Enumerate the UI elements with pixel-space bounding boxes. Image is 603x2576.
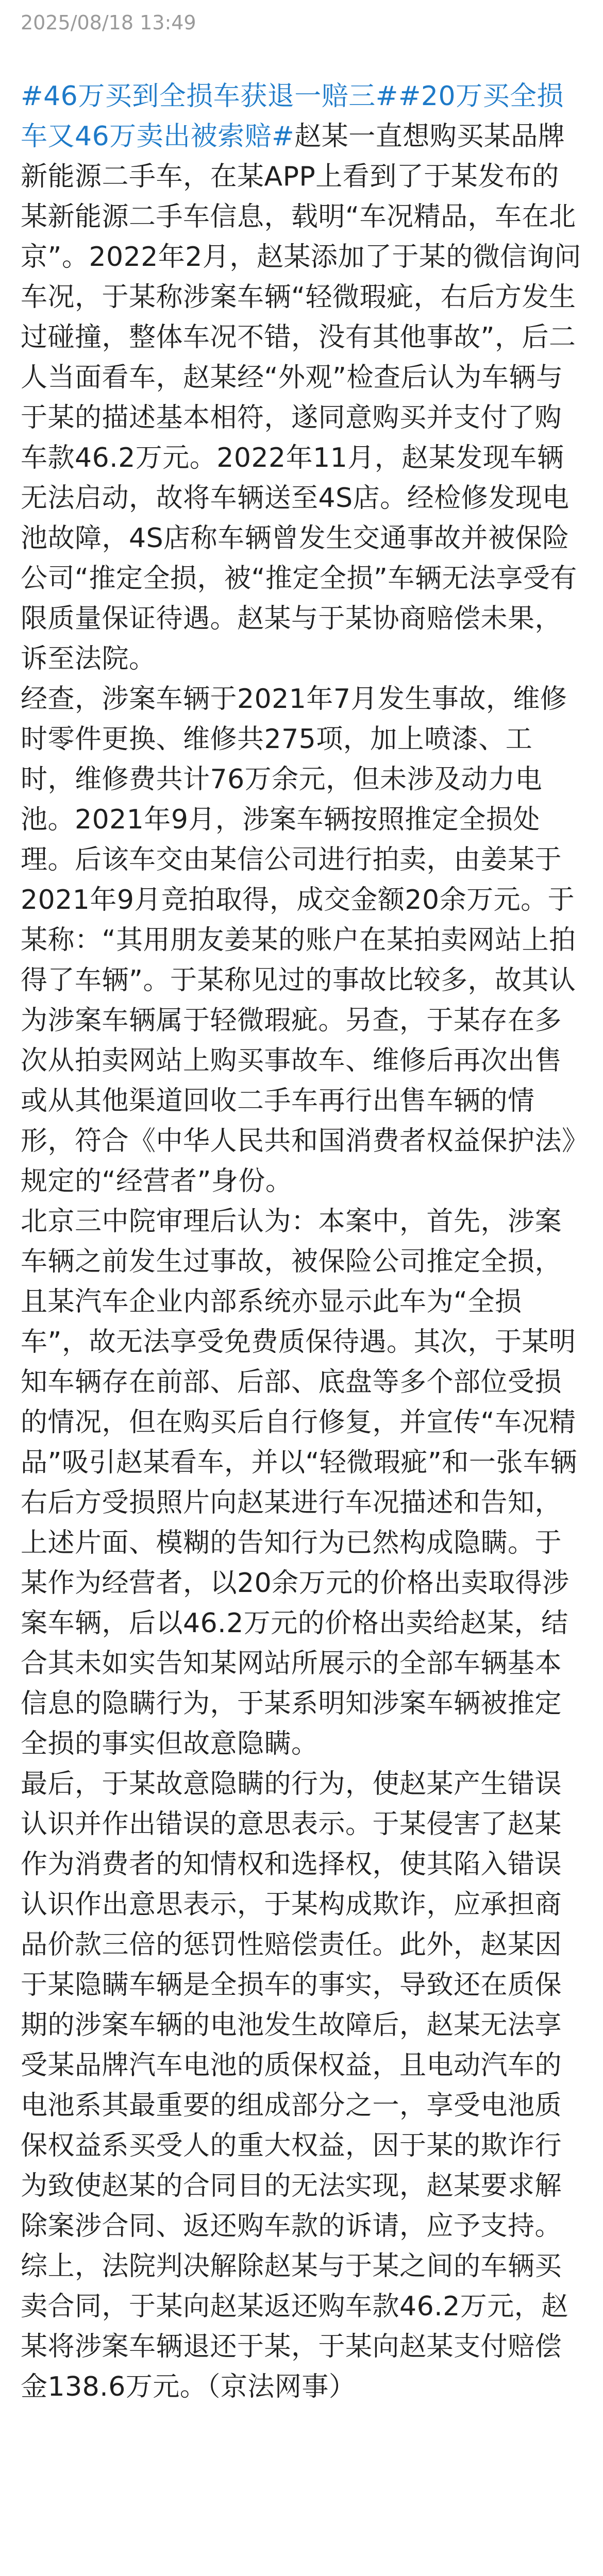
post-paragraph-3: 北京三中院审理后认为：本案中，首先，涉案车辆之前发生过事故，被保险公司推定全损，且某汽车企业内部系统亦显示此车为“全损车”，故无法享受免费质保待遇。其次，于某明知车辆存在前部、后部、底盘等多个部位受损的情况，但在购买后自行修复，并宣传“车况精品”吸引赵某看车，并以“轻微瑕疵”和一张车辆右后方受损照片向赵某进行车况描述和告知，上述片面、模糊的告知行为已然构成隐瞒。于某作为经营者，以20余万元的价格出卖取得涉案车辆，后以46.2万元的价格出卖给赵某，结合其未如实告知某网站所展示的全部车辆基本信息的隐瞒行为，于某系明知涉案车辆被推定全损的事实但故意隐瞒。 [21, 1206, 577, 1759]
post-timestamp: 2025/08/18 13:49 [21, 11, 196, 34]
post-paragraph-1 [21, 76, 582, 679]
post-paragraph-4: 最后，于某故意隐瞒的行为，使赵某产生错误认识并作出错误的意思表示。于某侵害了赵某作为消费者的知情权和选择权，使其陷入错误认识作出意思表示，于某构成欺诈，应承担商品价款三倍的惩罚性赔偿责任。此外，赵某因于某隐瞒车辆是全损车的事实，导致还在质保期的涉案车辆的电池发生故障后，赵某无法享受某品牌汽车电池的质保权益，且电动汽车的电池系其最重要的组成部分之一，享受电池质保权益系买受人的重大权益，因于某的欺诈行为致使赵某的合同目的无法实现，赵某要求解除案涉合同、返还购车款的诉请，应予支持。 [21, 1769, 562, 2242]
hashtag-link-2[interactable]: #20万买全损车又46万卖出被索赔# [21, 81, 564, 152]
post-paragraph-5: 综上，法院判决解除赵某与于某之间的车辆买卖合同，于某向赵某返还购车款46.2万元，赵某将涉案车辆退还于某，于某向赵某支付赔偿金138.6万元。（京法网事） [21, 2251, 568, 2402]
post-paragraph-2: 经查，涉案车辆于2021年7月发生事故，维修时零件更换、维修共275项，加上喷漆、工时，维修费共计76万余元，但未涉及动力电池。2021年9月，涉案车辆按照推定全损处理。后该车交由某信公司进行拍卖，由姜某于2021年9月竞拍取得，成交金额20余万元。于某称：“其用朋友姜某的账户在某拍卖网站上拍得了车辆”。于某称见过的事故比较多，故其认为涉案车辆属于轻微瑕疵。另查，于某存在多次从拍卖网站上购买事故车、维修后再次出售或从其他渠道回收二手车再行出售车辆的情形，符合《中华人民共和国消费者权益保护法》规定的“经营者”身份。 [21, 684, 576, 1197]
post-paragraph-1-text: 赵某一直想购买某品牌新能源二手车，在某APP上看到了于某发布的某新能源二手车信息，载明“车况精品，车在北京”。2022年2月，赵某添加了于某的微信询问车况，于某称涉案车辆“轻微瑕疵，右后方发生过碰撞，整体车况不错，没有其他事故”，后二人当面看车，赵某经“外观”检查后认为车辆与于某的描述基本相符，遂同意购买并支付了购车款46.2万元。2022年11月，赵某发现车辆无法启动，故将车辆送至4S店。经检修发现电池故障，4S店称车辆曾发生交通事故并被保险公司“推定全损，被“推定全损”车辆无法享受有限质量保证待遇。赵某与于某协商赔偿未果，诉至法院。 [21, 121, 581, 674]
post-body [21, 76, 582, 2407]
hashtag-link-1[interactable]: #46万买到全损车获退一赔三# [21, 81, 398, 112]
